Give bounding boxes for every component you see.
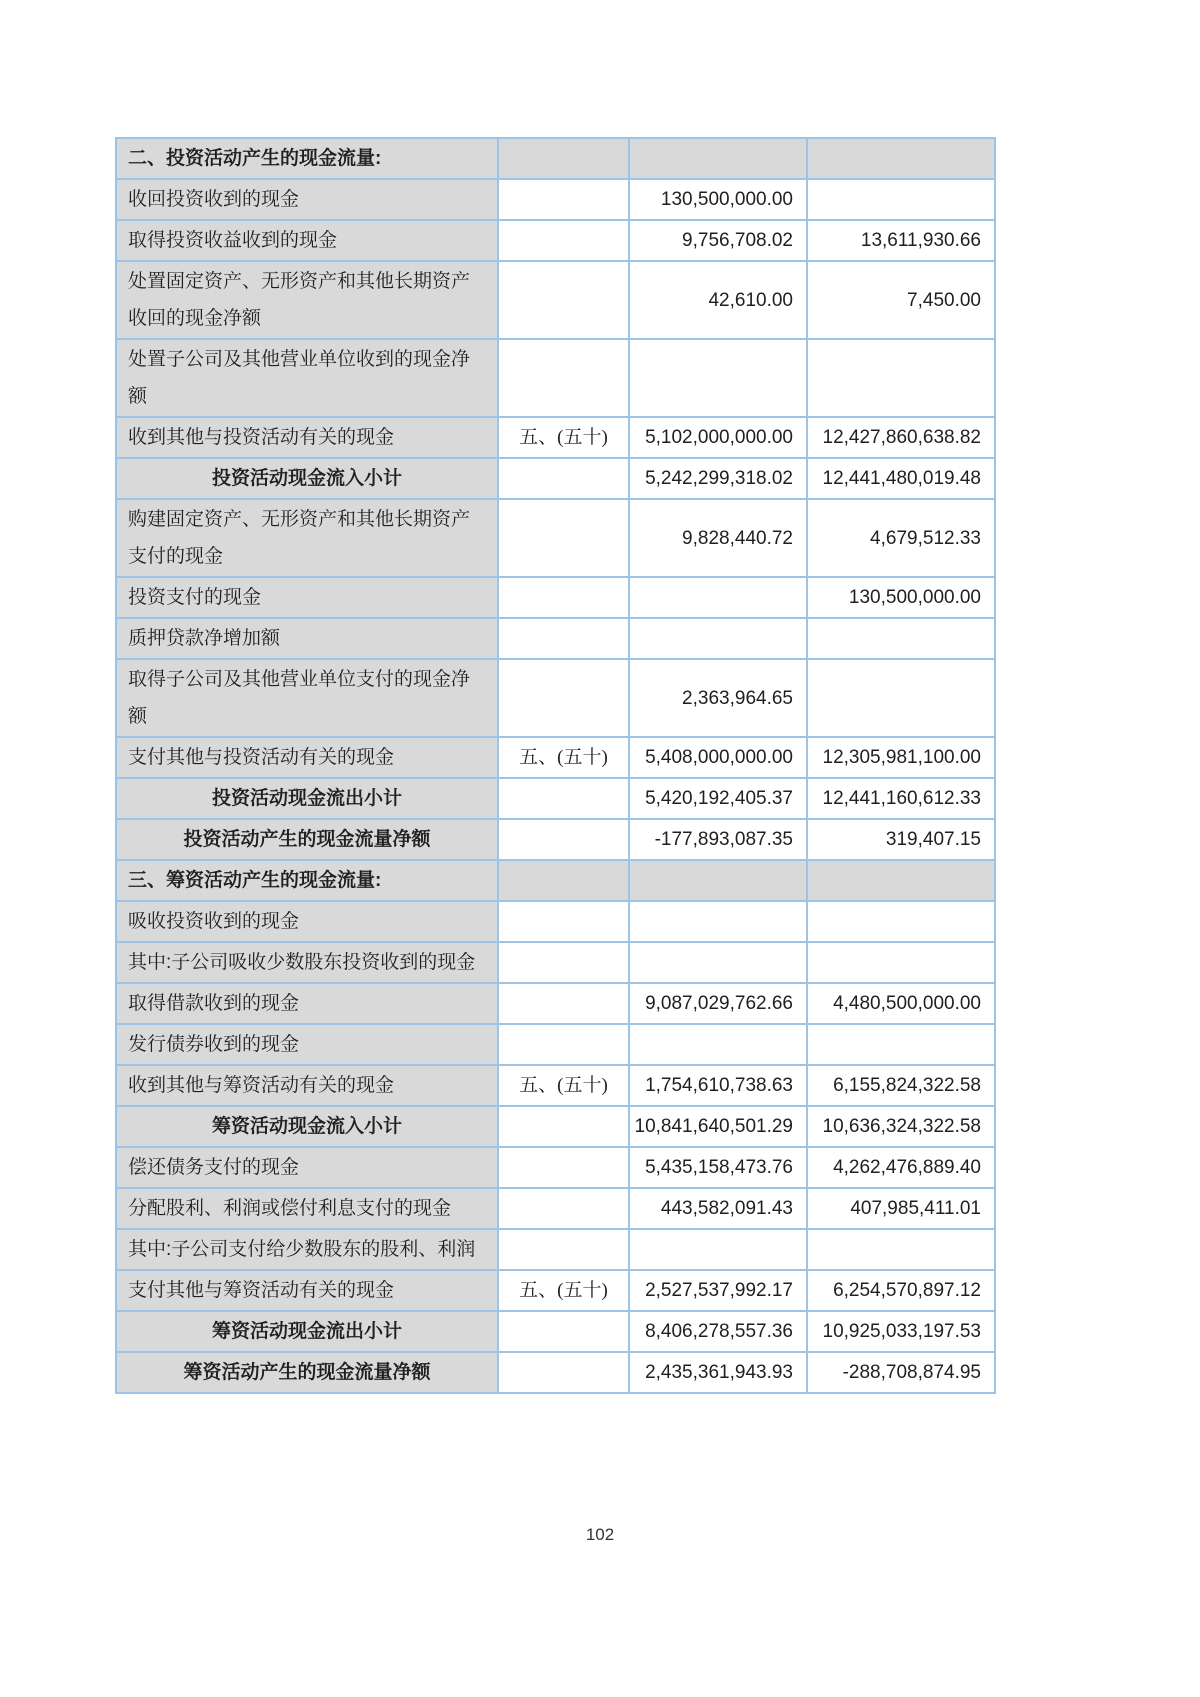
current-period-amount-cell [629,901,807,942]
note-reference-cell [498,1106,629,1147]
table-row [116,819,995,860]
current-period-amount-cell: 5,420,192,405.37 [629,778,807,819]
current-period-amount-cell [629,1024,807,1065]
prior-period-amount-cell: 319,407.15 [807,819,995,860]
table-row [116,1311,995,1352]
current-period-amount-cell: 2,527,537,992.17 [629,1270,807,1311]
table-row [116,1065,995,1106]
current-period-amount-cell [629,860,807,901]
prior-period-amount-cell [807,901,995,942]
current-period-amount-cell [629,138,807,179]
item-label-cell: 投资支付的现金 [116,577,498,618]
item-label-cell: 筹资活动产生的现金流量净额 [116,1352,498,1393]
note-reference-cell [498,901,629,942]
prior-period-amount-cell: 10,925,033,197.53 [807,1311,995,1352]
item-label-cell: 吸收投资收到的现金 [116,901,498,942]
current-period-amount-cell: 9,756,708.02 [629,220,807,261]
note-reference-cell: 五、(五十) [498,737,629,778]
note-reference-cell: 五、(五十) [498,1065,629,1106]
page-number: 102 [585,1525,615,1544]
prior-period-amount-cell: 12,305,981,100.00 [807,737,995,778]
prior-period-amount-cell: 10,636,324,322.58 [807,1106,995,1147]
item-label-cell: 质押贷款净增加额 [116,618,498,659]
item-label-cell: 处置子公司及其他营业单位收到的现金净额 [116,339,498,417]
table-row [116,138,995,179]
table-row [116,983,995,1024]
item-label-cell: 取得子公司及其他营业单位支付的现金净额 [116,659,498,737]
item-label-cell: 收到其他与筹资活动有关的现金 [116,1065,498,1106]
note-reference-cell [498,261,629,339]
prior-period-amount-cell: 13,611,930.66 [807,220,995,261]
item-label-cell: 投资活动现金流出小计 [116,778,498,819]
note-reference-cell [498,860,629,901]
table-row [116,1024,995,1065]
current-period-amount-cell: 5,408,000,000.00 [629,737,807,778]
item-label-cell: 处置固定资产、无形资产和其他长期资产收回的现金净额 [116,261,498,339]
item-label-cell: 筹资活动现金流入小计 [116,1106,498,1147]
note-reference-cell: 五、(五十) [498,1270,629,1311]
prior-period-amount-cell [807,860,995,901]
prior-period-amount-cell: 407,985,411.01 [807,1188,995,1229]
prior-period-amount-cell: 12,441,160,612.33 [807,778,995,819]
prior-period-amount-cell: 12,427,860,638.82 [807,417,995,458]
prior-period-amount-cell [807,1024,995,1065]
note-reference-cell [498,1024,629,1065]
table-row [116,261,995,339]
cash-flow-statement-table [115,137,996,1394]
note-reference-cell [498,458,629,499]
table-row [116,577,995,618]
prior-period-amount-cell: 4,679,512.33 [807,499,995,577]
current-period-amount-cell: 10,841,640,501.29 [629,1106,807,1147]
note-reference-cell [498,577,629,618]
prior-period-amount-cell: 7,450.00 [807,261,995,339]
current-period-amount-cell: 9,828,440.72 [629,499,807,577]
prior-period-amount-cell: 6,254,570,897.12 [807,1270,995,1311]
note-reference-cell [498,659,629,737]
current-period-amount-cell: 8,406,278,557.36 [629,1311,807,1352]
table-row [116,339,995,417]
current-period-amount-cell: 2,435,361,943.93 [629,1352,807,1393]
current-period-amount-cell [629,577,807,618]
note-reference-cell [498,819,629,860]
table-row [116,737,995,778]
current-period-amount-cell: 42,610.00 [629,261,807,339]
note-reference-cell: 五、(五十) [498,417,629,458]
prior-period-amount-cell [807,179,995,220]
current-period-amount-cell: 5,102,000,000.00 [629,417,807,458]
table-row [116,1188,995,1229]
item-label-cell: 投资活动产生的现金流量净额 [116,819,498,860]
note-reference-cell [498,1311,629,1352]
table-row [116,417,995,458]
prior-period-amount-cell [807,339,995,417]
item-label-cell: 偿还债务支付的现金 [116,1147,498,1188]
note-reference-cell [498,179,629,220]
item-label-cell: 三、筹资活动产生的现金流量: [116,860,498,901]
item-label-cell: 取得借款收到的现金 [116,983,498,1024]
item-label-cell: 筹资活动现金流出小计 [116,1311,498,1352]
item-label-cell: 二、投资活动产生的现金流量: [116,138,498,179]
table-row [116,942,995,983]
table-row [116,860,995,901]
item-label-cell: 收到其他与投资活动有关的现金 [116,417,498,458]
note-reference-cell [498,942,629,983]
cash-flow-table-body [116,138,995,1393]
table-row [116,778,995,819]
current-period-amount-cell: 443,582,091.43 [629,1188,807,1229]
prior-period-amount-cell: 4,262,476,889.40 [807,1147,995,1188]
table-row [116,1352,995,1393]
note-reference-cell [498,138,629,179]
table-row [116,220,995,261]
item-label-cell: 分配股利、利润或偿付利息支付的现金 [116,1188,498,1229]
prior-period-amount-cell: 130,500,000.00 [807,577,995,618]
current-period-amount-cell: -177,893,087.35 [629,819,807,860]
note-reference-cell [498,1352,629,1393]
current-period-amount-cell [629,1229,807,1270]
current-period-amount-cell: 130,500,000.00 [629,179,807,220]
item-label-cell: 支付其他与筹资活动有关的现金 [116,1270,498,1311]
table-row [116,1106,995,1147]
item-label-cell: 其中:子公司支付给少数股东的股利、利润 [116,1229,498,1270]
current-period-amount-cell [629,339,807,417]
table-row [116,1147,995,1188]
prior-period-amount-cell [807,618,995,659]
note-reference-cell [498,1188,629,1229]
current-period-amount-cell: 1,754,610,738.63 [629,1065,807,1106]
note-reference-cell [498,983,629,1024]
note-reference-cell [498,1147,629,1188]
current-period-amount-cell: 9,087,029,762.66 [629,983,807,1024]
prior-period-amount-cell: 12,441,480,019.48 [807,458,995,499]
table-row [116,1229,995,1270]
prior-period-amount-cell [807,1229,995,1270]
item-label-cell: 收回投资收到的现金 [116,179,498,220]
item-label-cell: 支付其他与投资活动有关的现金 [116,737,498,778]
note-reference-cell [498,499,629,577]
current-period-amount-cell [629,942,807,983]
note-reference-cell [498,220,629,261]
item-label-cell: 其中:子公司吸收少数股东投资收到的现金 [116,942,498,983]
current-period-amount-cell: 5,242,299,318.02 [629,458,807,499]
table-row [116,179,995,220]
note-reference-cell [498,1229,629,1270]
current-period-amount-cell [629,618,807,659]
prior-period-amount-cell: 6,155,824,322.58 [807,1065,995,1106]
prior-period-amount-cell [807,659,995,737]
prior-period-amount-cell [807,942,995,983]
prior-period-amount-cell: 4,480,500,000.00 [807,983,995,1024]
prior-period-amount-cell: -288,708,874.95 [807,1352,995,1393]
item-label-cell: 发行债券收到的现金 [116,1024,498,1065]
note-reference-cell [498,339,629,417]
current-period-amount-cell: 5,435,158,473.76 [629,1147,807,1188]
table-row [116,499,995,577]
item-label-cell: 购建固定资产、无形资产和其他长期资产支付的现金 [116,499,498,577]
table-row [116,901,995,942]
item-label-cell: 取得投资收益收到的现金 [116,220,498,261]
prior-period-amount-cell [807,138,995,179]
table-row [116,458,995,499]
note-reference-cell [498,778,629,819]
table-row [116,659,995,737]
note-reference-cell [498,618,629,659]
table-row [116,1270,995,1311]
table-row [116,618,995,659]
item-label-cell: 投资活动现金流入小计 [116,458,498,499]
current-period-amount-cell: 2,363,964.65 [629,659,807,737]
